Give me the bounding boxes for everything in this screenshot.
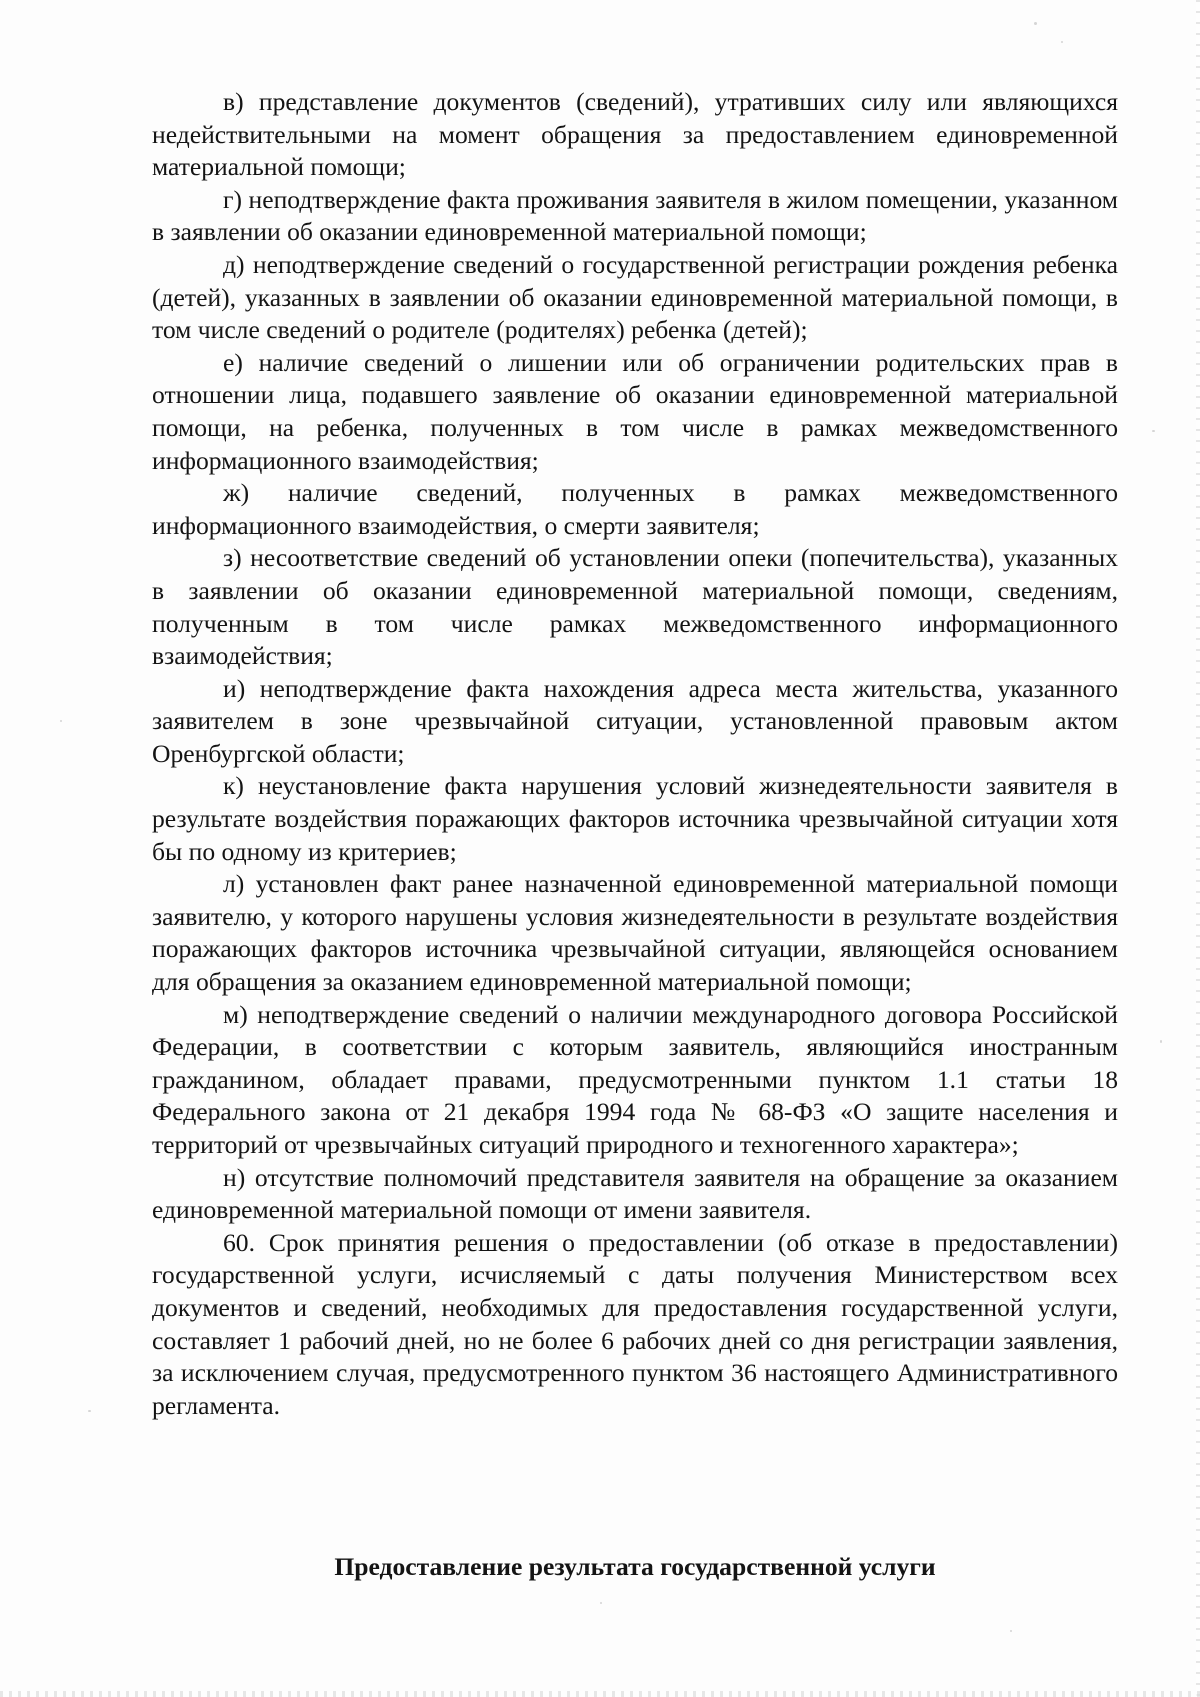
scan-speck [1152,430,1155,432]
scan-edge-artifact [1196,0,1200,1697]
paragraph-k: к) неустановление факта нарушения условий жизнедеятельности заявителя в результате воздействия поражающих факторов источника чрезвычайной ситуации хотя бы по одному из критериев; [152,771,1118,866]
paragraph-z: з) несоответствие сведений об установлении опеки (попечительства), указанных в заявлении об оказании единовременной материальной помощи, сведениям, полученным в том числе рамках межведомственного информационного взаимодействия; [152,543,1118,671]
paragraph-n: н) отсутствие полномочий представителя заявителя на обращение за оказанием единовременной материальной помощи от имени заявителя. [152,1162,1118,1225]
paragraph-60: 60. Срок принятия решения о предоставлении (об отказе в предоставлении) государственной услуги, исчисляемый с даты получения Министерством всех документов и сведений, необходимых для предоставления государственной услуги, составляет 1 рабочий дней, но не более 6 рабочих дней со дня регистрации заявления, за исключением случая, предусмотренного пунктом 36 настоящего Административного регламента. [152,1227,1118,1420]
paragraph-i: и) неподтверждение факта нахождения адреса места жительства, указанного заявителем в зоне чрезвычайной ситуации, установленной правовым актом Оренбургской области; [152,673,1118,768]
scan-speck [1010,1630,1012,1632]
scan-speck [60,720,62,722]
paragraph-g: г) неподтверждение факта проживания заявителя в жилом помещении, указанном в заявлении об оказании единовременной материальной помощи; [152,184,1118,247]
document-body [152,86,1118,1422]
scan-bottom-artifact [0,1691,1200,1697]
scan-speck [1061,41,1063,43]
paragraph-zh: ж) наличие сведений, полученных в рамках межведомственного информационного взаимодействия, о смерти заявителя; [152,478,1118,540]
paragraph-l: л) установлен факт ранее назначенной единовременной материальной помощи заявителю, у которого нарушены условия жизнедеятельности в результате воздействия поражающих факторов источника чрезвычайной ситуации, являющейся основанием для обращения за оказанием единовременной материальной помощи; [152,869,1118,997]
scan-speck [1160,1040,1162,1043]
scan-speck [88,1410,91,1412]
scan-speck [600,1602,602,1604]
scan-speck [1034,22,1037,25]
paragraph-v: в) представление документов (сведений), утративших силу или являющихся недействительными на момент обращения за предоставлением единовременной материальной помощи; [152,87,1118,182]
paragraph-d: д) неподтверждение сведений о государственной регистрации рождения ребенка (детей), указанных в заявлении об оказании единовременной материальной помощи, в том числе сведений о родителе (родителях) ребенка (детей); [152,249,1118,345]
section-heading: Предоставление результата государственной услуги [334,1552,936,1581]
paragraph-e: е) наличие сведений о лишении или об ограничении родительских прав в отношении лица, подавшего заявление об оказании единовременной материальной помощи, на ребенка, полученных в том числе в рамках межведомственного информационного взаимодействия; [152,347,1118,475]
paragraph-m: м) неподтверждение сведений о наличии международного договора Российской Федерации, в соответствии с которым заявитель, являющийся иностранным гражданином, обладает правами, предусмотренными пунктом 1.1 статьи 18 Федерального закона от 21 декабря 1994 года № 68-ФЗ «О защите населения и территорий от чрезвычайных ситуаций природного и техногенного характера»; [152,999,1118,1159]
